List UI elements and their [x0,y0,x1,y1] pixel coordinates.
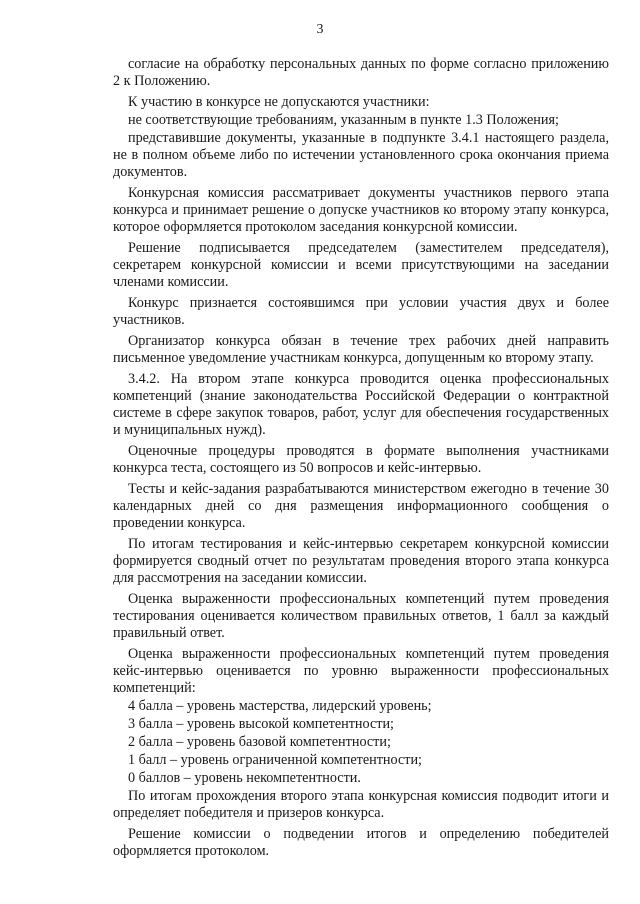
paragraph-not-admitted-intro: К участию в конкурсе не допускаются участники: [128,94,430,110]
score-level-0: 0 баллов – уровень некомпетентности. [128,770,361,786]
paragraph-case-interview-scoring: Оценка выраженности профессиональных компетенций путем проведения кейс-интервью оценивается по уровню выраженности профессиональных компетенций: [113,646,609,696]
paragraph-protocol: Решение комиссии о подведении итогов и определению победителей оформляется протоколом. [113,826,609,859]
paragraph-commission-review: Конкурсная комиссия рассматривает документы участников первого этапа конкурса и принимает решение о допуске участников ко второму этапу конкурса, которое оформляется протоколом заседания конкурсной комиссии. [113,185,609,235]
paragraph-not-admitted-item-1: не соответствующие требованиям, указанным в пункте 1.3 Положения; [128,112,559,128]
document-body [113,56,609,864]
paragraph-assessment-format: Оценочные процедуры проводятся в формате выполнения участниками конкурса теста, состоящего из 50 вопросов и кейс-интервью. [113,443,609,476]
score-level-1: 1 балл – уровень ограниченной компетентности; [128,752,422,768]
paragraph-results-summary: По итогам прохождения второго этапа конкурсная комиссия подводит итоги и определяет победителя и призеров конкурса. [113,788,609,821]
paragraph-decision-signing: Решение подписывается председателем (заместителем председателя), секретарем конкурсной комиссии и всеми присутствующими на заседании членами комиссии. [113,240,609,290]
page-number: 3 [316,22,324,37]
paragraph-organizer-notice: Организатор конкурса обязан в течение трех рабочих дней направить письменное уведомление участникам конкурса, допущенным ко второму этапу. [113,333,609,366]
paragraph-section-3-4-2: 3.4.2. На втором этапе конкурса проводится оценка профессиональных компетенций (знание законодательства Российской Федерации о контрактной системе в сфере закупок товаров, работ, услуг для обеспечения государственных и муниципальных нужд). [113,371,609,438]
paragraph-summary-report: По итогам тестирования и кейс-интервью секретарем конкурсной комиссии формируется сводный отчет по результатам проведения второго этапа конкурса для рассмотрения на заседании комиссии. [113,536,609,586]
paragraph-consent: согласие на обработку персональных данных по форме согласно приложению 2 к Положению. [113,56,609,89]
paragraph-tests-development: Тесты и кейс-задания разрабатываются министерством ежегодно в течение 30 календарных дней со дня размещения информационного сообщения о проведении конкурса. [113,481,609,531]
score-level-2: 2 балла – уровень базовой компетентности; [128,734,391,750]
paragraph-not-admitted-item-2: представившие документы, указанные в подпункте 3.4.1 настоящего раздела, не в полном объеме либо по истечении установленного срока окончания приема документов. [113,130,609,180]
paragraph-contest-valid: Конкурс признается состоявшимся при условии участия двух и более участников. [113,295,609,328]
paragraph-test-scoring: Оценка выраженности профессиональных компетенций путем проведения тестирования оценивается количеством правильных ответов, 1 балл за каждый правильный ответ. [113,591,609,641]
score-level-4: 4 балла – уровень мастерства, лидерский уровень; [128,698,432,714]
score-level-3: 3 балла – уровень высокой компетентности; [128,716,394,732]
